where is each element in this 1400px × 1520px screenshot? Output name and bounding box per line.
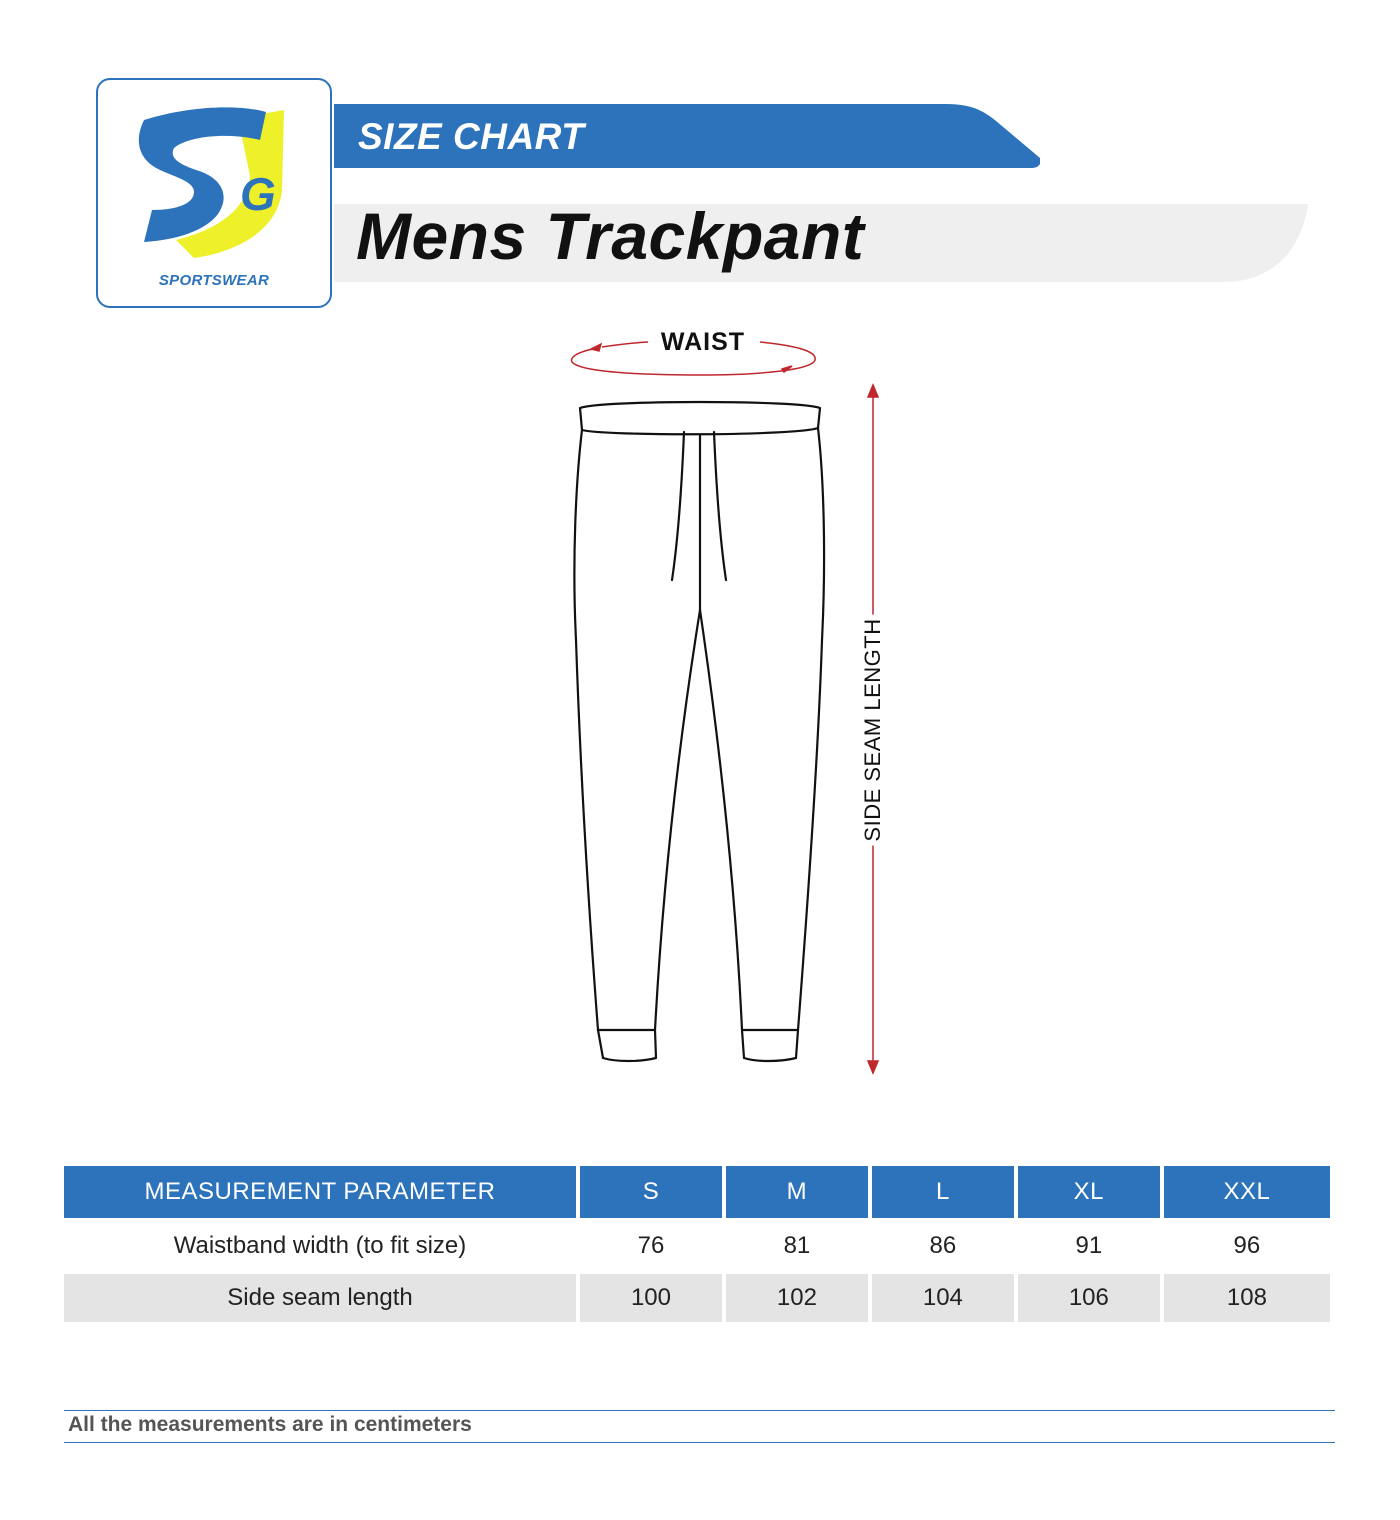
- svg-text:G: G: [240, 168, 276, 220]
- header-measurement-parameter: MEASUREMENT PARAMETER: [64, 1166, 576, 1218]
- size-table: [60, 1162, 1334, 1326]
- side-seam-label: SIDE SEAM LENGTH: [860, 614, 886, 845]
- measurement-unit-note: All the measurements are in centimeters: [68, 1413, 472, 1436]
- waist-label: WAIST: [660, 328, 746, 356]
- cell-value: 108: [1164, 1274, 1330, 1322]
- note-bottom-divider: [64, 1442, 1335, 1443]
- header-size-s: S: [580, 1166, 722, 1218]
- cell-value: 76: [637, 1232, 665, 1259]
- page-title: Mens Trackpant: [356, 199, 865, 273]
- size-table-header-row: [64, 1166, 1330, 1218]
- cell-value: 104: [872, 1274, 1014, 1322]
- row-label-side-seam: Side seam length: [64, 1274, 576, 1322]
- cell-value: 106: [1018, 1274, 1160, 1322]
- brand-logo: [96, 78, 332, 308]
- table-row: [64, 1274, 1330, 1322]
- cell-value: 81: [783, 1232, 811, 1259]
- cell-value: 96: [1233, 1232, 1261, 1259]
- header-size-l: L: [872, 1166, 1014, 1218]
- cell-value: 86: [929, 1232, 957, 1259]
- trackpant-outline: [574, 402, 824, 1061]
- note-top-divider: [64, 1410, 1335, 1411]
- cell-value: 100: [580, 1274, 722, 1322]
- ribbon-label: SIZE CHART: [358, 116, 585, 157]
- cell-value: 91: [1075, 1232, 1103, 1259]
- row-label-waistband: Waistband width (to fit size): [173, 1232, 467, 1259]
- logo-wordmark: SPORTSWEAR: [158, 272, 270, 289]
- header-size-m: M: [726, 1166, 868, 1218]
- header-size-xl: XL: [1018, 1166, 1160, 1218]
- table-row: [64, 1222, 1330, 1270]
- header-size-xxl: XXL: [1164, 1166, 1330, 1218]
- cell-value: 102: [726, 1274, 868, 1322]
